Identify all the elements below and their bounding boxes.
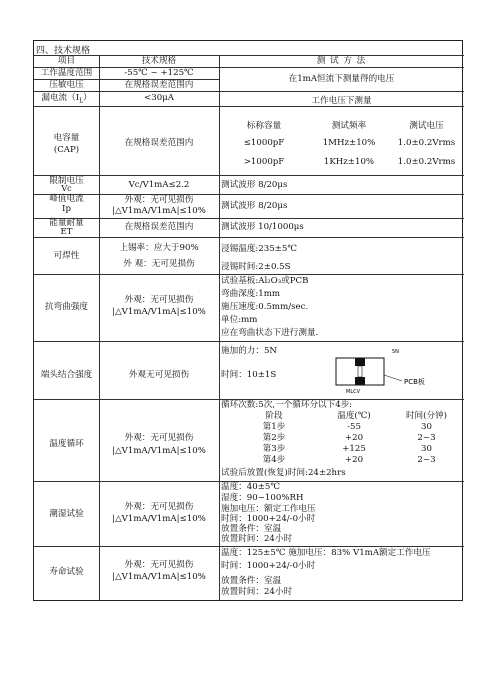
temp-range-item: 工作温度范围 — [40, 68, 93, 78]
humidity-method: 施加电压：额定工作电压 — [221, 504, 316, 514]
humidity-method: 温度：40±5℃ — [221, 482, 280, 492]
humidity-method: 时间：1000+24/-0小时 — [221, 514, 316, 524]
thermal-table-cell: +125 — [342, 444, 366, 454]
thermal-spec-1: 外观：无可见损伤 — [124, 433, 194, 443]
cap-table-cell: 1KHz±10% — [323, 157, 375, 167]
solder-spec-2: 外 观：无可见损伤 — [123, 259, 195, 269]
leakage-item-end: ） — [83, 93, 92, 103]
peak-spec-2: |△V1mA/V1mA|≤10% — [112, 206, 206, 216]
cap-table-header: 标称容量 — [246, 121, 282, 131]
leakage-spec: <30μA — [144, 93, 174, 103]
life-method: 放置时间：24小时 — [221, 587, 293, 597]
cap-table-cell: >1000pF — [243, 157, 285, 167]
bending-method: 弯曲深度:1mm — [221, 289, 281, 299]
solder-method-2: 浸锡时间:2±0.5S — [221, 262, 291, 272]
breakdown-spec: 在规格误差范围内 — [124, 80, 194, 90]
row-line — [34, 341, 464, 342]
thermal-after: 试验后放置(恢复)时间:24±2hrs — [221, 468, 346, 478]
thermal-intro: 循环次数:5次,一个循环分以下4步: — [221, 400, 353, 410]
energy-item-2: ET — [60, 227, 73, 237]
life-spec-2: |△V1mA/V1mA|≤10% — [112, 572, 206, 582]
thermal-table-cell: 30 — [421, 444, 432, 454]
peak-item-1: 峰值电流 — [49, 194, 84, 204]
bending-method: 应在弯曲状态下进行测量. — [221, 328, 319, 338]
cap-item-1: 电容量 — [53, 133, 80, 143]
cap-table-cell: 1MHz±10% — [322, 138, 376, 148]
leakage-item-sub: L — [79, 97, 84, 105]
cap-table-header: 测试电压 — [409, 121, 444, 131]
thermal-table-cell: 第4步 — [262, 455, 286, 465]
cap-table-cell: ≤1000pF — [243, 138, 285, 148]
adhesion-spec: 外观无可见损伤 — [128, 370, 190, 380]
humidity-spec-1: 外观：无可见损伤 — [124, 502, 194, 512]
clamp-item-2: Vc — [61, 184, 72, 193]
solder-method-1: 浸锡温度:235±5℃ — [221, 244, 297, 254]
cap-spec: 在规格误差范围内 — [124, 138, 194, 148]
thermal-table-header: 温度(℃) — [337, 411, 371, 421]
bending-spec-1: 外观：无可见损伤 — [124, 295, 194, 305]
cap-table-cell: 1.0±0.2Vrms — [397, 157, 456, 167]
cap-item-2: (CAP) — [53, 145, 80, 155]
breakdown-method: 在1mA恒流下测量得的电压 — [288, 74, 395, 84]
thermal-table-cell: -55 — [347, 422, 361, 432]
thermal-item: 温度循环 — [49, 439, 84, 449]
thermal-table-header: 阶段 — [265, 411, 283, 421]
peak-spec-1: 外观：无可见损伤 — [124, 195, 194, 205]
thermal-table-cell: 第2步 — [262, 433, 286, 443]
section-title: 四、技术规格 — [36, 46, 91, 56]
clamp-spec: Vc/V1mA≤2.2 — [128, 180, 190, 190]
header-item: 项目 — [57, 56, 76, 66]
temp-range-spec: -55℃ ~ +125℃ — [124, 68, 194, 78]
row-line — [34, 274, 464, 275]
life-method: 温度：125±5℃ 施加电压：83% V1mA额定工作电压 — [221, 548, 431, 558]
life-method: 放置条件：室温 — [221, 576, 282, 586]
humidity-method: 放置条件：室温 — [221, 524, 282, 534]
cap-table-header: 测试频率 — [331, 121, 367, 131]
thermal-table-cell: +20 — [344, 433, 364, 443]
header-spec: 技术规格 — [141, 56, 177, 66]
humidity-method: 湿度：90~100%RH — [221, 493, 304, 503]
column-divider-2 — [219, 55, 220, 600]
leakage-item-label: 漏电流（I — [41, 93, 80, 103]
peak-item-2: Ip — [62, 204, 71, 214]
humidity-spec-2: |△V1mA/V1mA|≤10% — [112, 514, 206, 524]
bending-spec-2: |△V1mA/V1mA|≤10% — [112, 307, 206, 317]
header-method: 测 试 方 法 — [316, 56, 367, 66]
bending-method: 施压速度:0.5mm/sec. — [221, 302, 309, 312]
life-item: 寿命试验 — [49, 567, 84, 577]
pcb-diagram — [324, 345, 464, 399]
leakage-item — [34, 93, 99, 107]
force-label: 5N — [392, 349, 399, 355]
clamp-method: 测试波形 8/20μs — [221, 180, 288, 190]
energy-spec: 在规格误差范围内 — [124, 222, 194, 232]
thermal-table-cell: 第1步 — [262, 422, 286, 432]
thermal-table-cell: 2~3 — [417, 433, 436, 443]
row-line — [34, 546, 464, 547]
thermal-table-cell: 30 — [421, 422, 432, 432]
thermal-spec-2: |△V1mA/V1mA|≤10% — [112, 446, 206, 456]
clamp-item-1: 限制电压 — [49, 176, 84, 186]
thermal-table-header: 时间(分钟) — [405, 411, 448, 421]
adhesion-item: 端头结合强度 — [40, 370, 93, 380]
adhesion-method-2: 时间：10±1S — [221, 370, 277, 380]
life-method: 时间：1000+24/-0小时 — [221, 561, 316, 571]
thermal-table-cell: +20 — [344, 455, 364, 465]
pcb-label: PCB板 — [404, 378, 425, 386]
energy-item-1: 能量耐量 — [49, 218, 84, 228]
adhesion-method-1: 施加的力：5N — [221, 346, 277, 356]
life-spec-1: 外观：无可见损伤 — [124, 560, 194, 570]
spec-sheet — [33, 40, 463, 601]
bending-method: 试验基板:Al₂O₃或PCB — [221, 276, 309, 286]
leakage-method: 工作电压下测量 — [311, 96, 372, 106]
humidity-method: 放置时间：24小时 — [221, 534, 293, 544]
breakdown-item: 压敏电压 — [49, 80, 84, 90]
mlcv-label: MLCV — [346, 389, 361, 395]
thermal-table-cell: 第3步 — [262, 444, 286, 454]
row-line — [34, 91, 464, 92]
cap-table-cell: 1.0±0.2Vrms — [397, 138, 456, 148]
solder-spec-1: 上锡率：应大于90% — [119, 243, 199, 253]
thermal-table-cell: 2~3 — [417, 455, 436, 465]
solder-item: 可焊性 — [53, 251, 80, 261]
bending-item: 抗弯曲强度 — [45, 302, 88, 312]
bending-method: 单位:mm — [221, 315, 258, 325]
peak-method: 测试波形 8/20μs — [221, 201, 288, 211]
humidity-item: 潮湿试验 — [49, 509, 84, 519]
energy-method: 测试波形 10/1000μs — [221, 222, 304, 232]
